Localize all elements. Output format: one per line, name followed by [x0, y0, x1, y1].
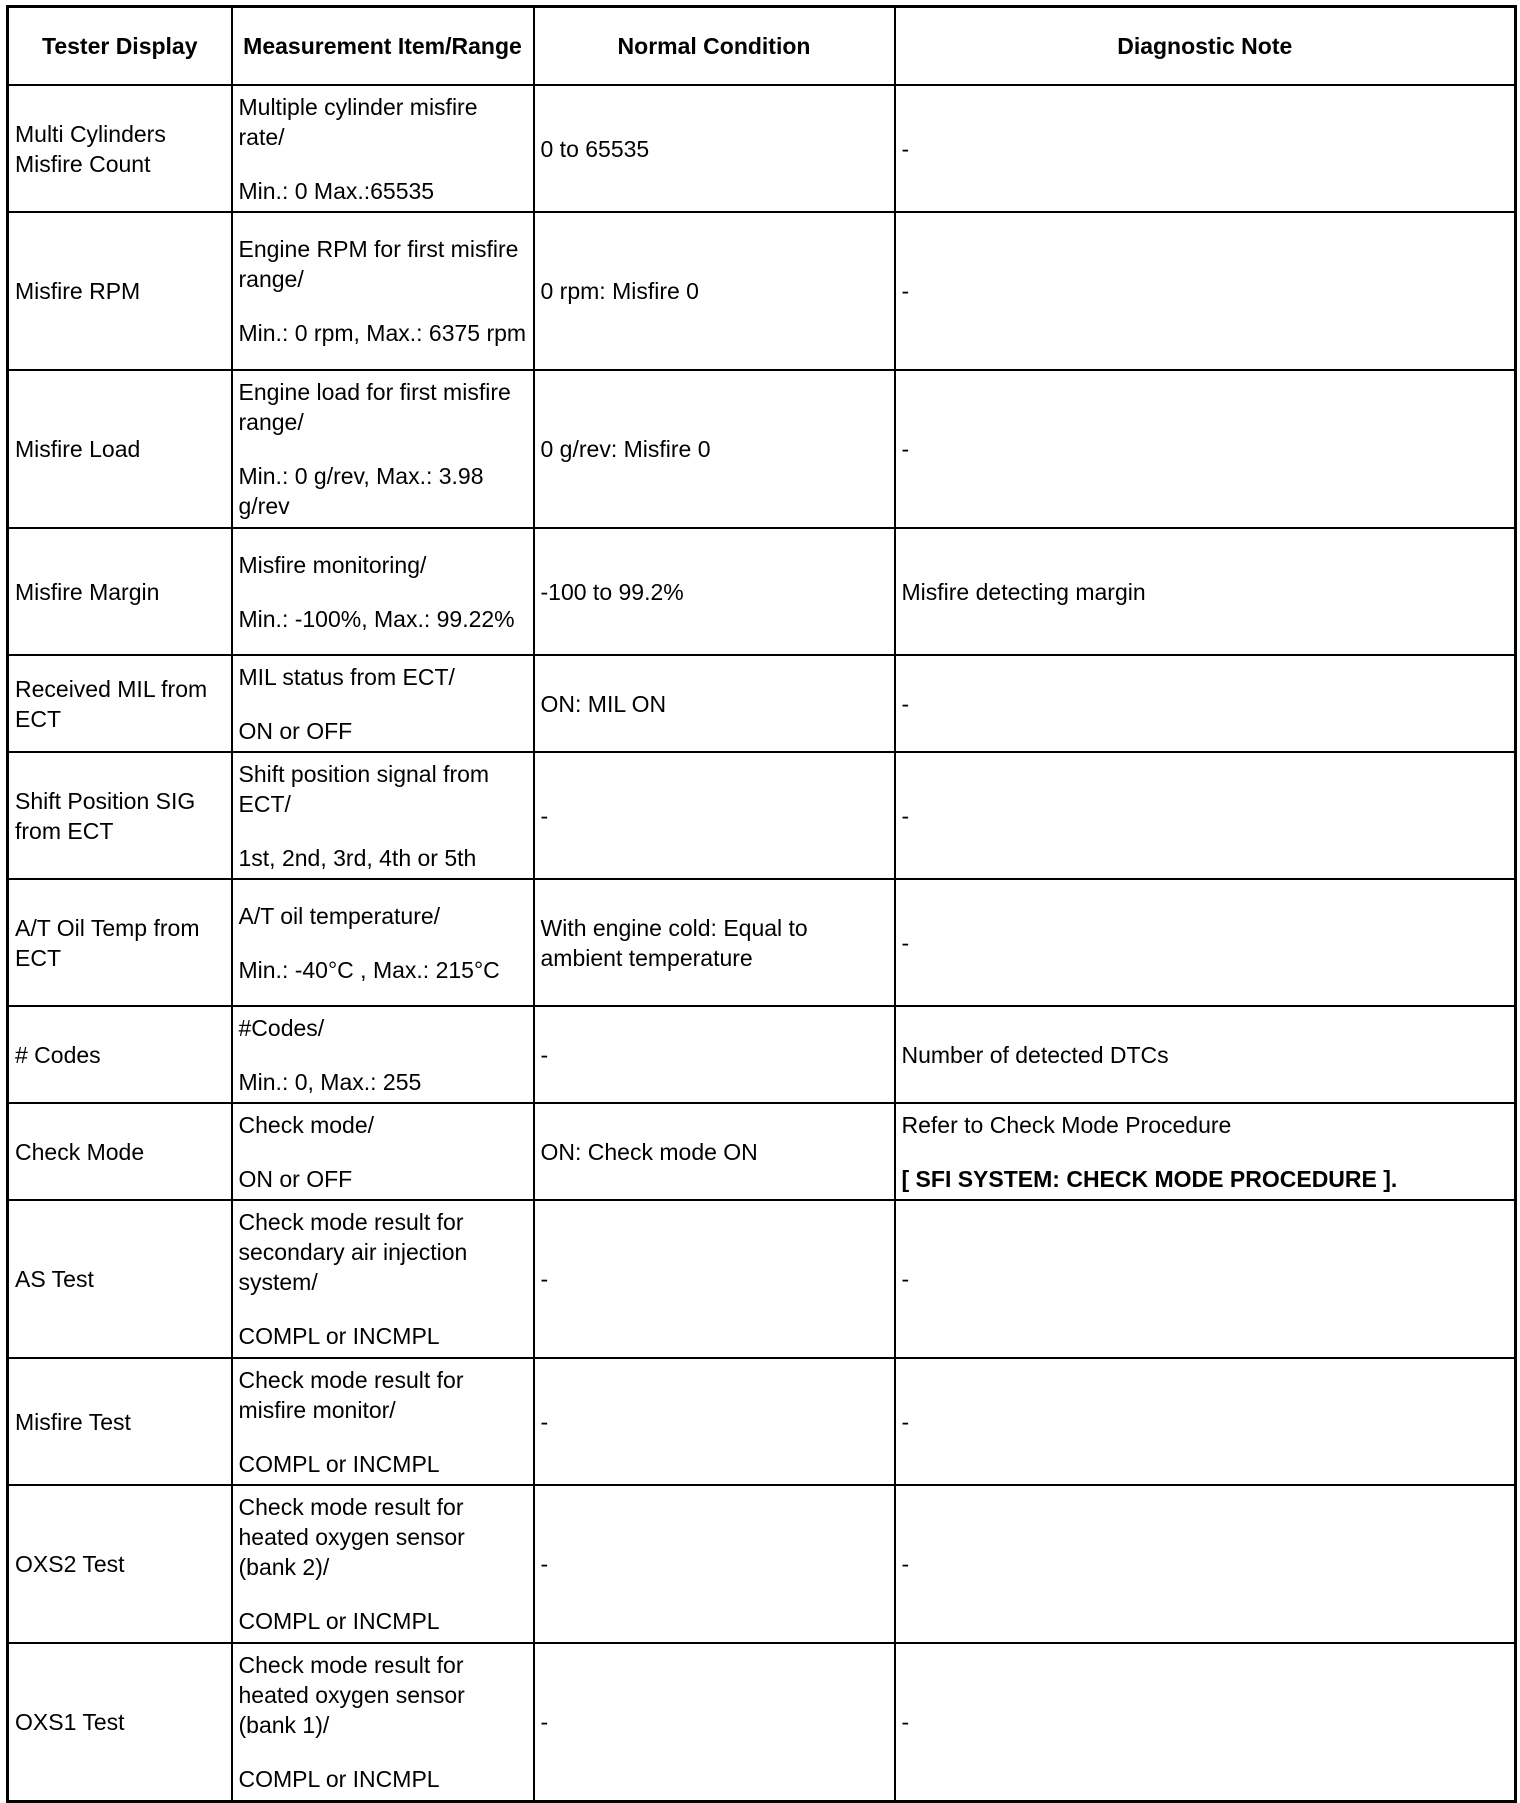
- cell-tester-display: Shift Position SIG from ECT: [8, 752, 232, 879]
- cell-normal-condition: -: [534, 1358, 895, 1485]
- table-row: [8, 752, 1516, 879]
- cell-measurement: [232, 85, 534, 212]
- cell-normal-condition: 0 to 65535: [534, 85, 895, 212]
- table-row: [8, 1358, 1516, 1485]
- cell-diagnostic-note: -: [895, 1643, 1516, 1801]
- cell-normal-condition: -100 to 99.2%: [534, 528, 895, 655]
- cell-measurement: [232, 752, 534, 879]
- cell-measurement: [232, 655, 534, 752]
- table-row: [8, 1643, 1516, 1801]
- cell-normal-condition: ON: MIL ON: [534, 655, 895, 752]
- cell-normal-condition: -: [534, 1485, 895, 1643]
- cell-measurement: [232, 879, 534, 1006]
- table-row: [8, 655, 1516, 752]
- measurement-item: Check mode result for secondary air injection system/: [238, 1209, 468, 1295]
- cell-tester-display: # Codes: [8, 1006, 232, 1103]
- measurement-range: Min.: -100%, Max.: 99.22%: [238, 605, 515, 632]
- measurement-range: ON or OFF: [238, 717, 353, 744]
- measurement-item: #Codes/: [238, 1014, 325, 1041]
- measurement-item: Engine load for first misfire range/: [238, 379, 511, 435]
- cell-tester-display: OXS1 Test: [8, 1643, 232, 1801]
- table-row: [8, 528, 1516, 655]
- measurement-range: COMPL or INCMPL: [238, 1450, 440, 1477]
- measurement-range: Min.: 0 rpm, Max.: 6375 rpm: [238, 320, 527, 346]
- measurement-item: Engine RPM for first misfire range/: [238, 236, 519, 292]
- cell-measurement: [232, 1643, 534, 1801]
- cell-diagnostic-note: -: [895, 879, 1516, 1006]
- cell-normal-condition: ON: Check mode ON: [534, 1103, 895, 1200]
- table-row: [8, 879, 1516, 1006]
- data-list-table: [6, 5, 1517, 1803]
- measurement-item: Check mode result for heated oxygen sensor (bank 2)/: [238, 1494, 465, 1580]
- cell-diagnostic-note: -: [895, 1358, 1516, 1485]
- cell-measurement: [232, 212, 534, 370]
- cell-measurement: [232, 528, 534, 655]
- measurement-range: COMPL or INCMPL: [238, 1765, 440, 1792]
- cell-tester-display: Misfire Margin: [8, 528, 232, 655]
- cell-diagnostic-note: -: [895, 655, 1516, 752]
- cell-diagnostic-note: Misfire detecting margin: [895, 528, 1516, 655]
- table-row: [8, 370, 1516, 528]
- cell-diagnostic-note: -: [895, 85, 1516, 212]
- measurement-range: Min.: 0 Max.:65535: [238, 177, 435, 204]
- measurement-item: Shift position signal from ECT/: [238, 760, 490, 817]
- cell-tester-display: Multi Cylinders Misfire Count: [8, 85, 232, 212]
- measurement-item: Check mode result for misfire monitor/: [238, 1366, 464, 1423]
- cell-tester-display: Misfire RPM: [8, 212, 232, 370]
- cell-measurement: [232, 1006, 534, 1103]
- cell-measurement: [232, 1200, 534, 1358]
- measurement-item: Multiple cylinder misfire rate/: [238, 93, 478, 150]
- measurement-range: Min.: -40°C , Max.: 215°C: [238, 956, 500, 983]
- measurement-range: Min.: 0 g/rev, Max.: 3.98 g/rev: [238, 463, 484, 519]
- cell-tester-display: Received MIL from ECT: [8, 655, 232, 752]
- measurement-item: A/T oil temperature/: [238, 902, 441, 929]
- table-row: [8, 1200, 1516, 1358]
- cell-diagnostic-note: [895, 1103, 1516, 1200]
- table-row: [8, 1485, 1516, 1643]
- cell-normal-condition: -: [534, 1006, 895, 1103]
- measurement-range: COMPL or INCMPL: [238, 1608, 440, 1634]
- measurement-item: Check mode/: [238, 1111, 375, 1138]
- measurement-item: Misfire monitoring/: [238, 551, 427, 578]
- cell-diagnostic-note: -: [895, 752, 1516, 879]
- cell-measurement: [232, 1485, 534, 1643]
- cell-normal-condition: 0 g/rev: Misfire 0: [534, 370, 895, 528]
- cell-measurement: [232, 1358, 534, 1485]
- cell-tester-display: Misfire Test: [8, 1358, 232, 1485]
- measurement-range: Min.: 0, Max.: 255: [238, 1068, 422, 1095]
- cell-tester-display: A/T Oil Temp from ECT: [8, 879, 232, 1006]
- header-measurement: Measurement Item/Range: [232, 7, 534, 86]
- measurement-item: Check mode result for heated oxygen sensor (bank 1)/: [238, 1651, 465, 1738]
- cell-tester-display: Check Mode: [8, 1103, 232, 1200]
- cell-diagnostic-note: -: [895, 1200, 1516, 1358]
- table-row: [8, 85, 1516, 212]
- cell-tester-display: AS Test: [8, 1200, 232, 1358]
- cell-tester-display: OXS2 Test: [8, 1485, 232, 1643]
- cell-normal-condition: With engine cold: Equal to ambient temperature: [534, 879, 895, 1006]
- diagnostic-note-text: Refer to Check Mode Procedure: [901, 1111, 1232, 1138]
- cell-diagnostic-note: -: [895, 212, 1516, 370]
- cell-diagnostic-note: Number of detected DTCs: [895, 1006, 1516, 1103]
- check-mode-procedure-link[interactable]: [ SFI SYSTEM: CHECK MODE PROCEDURE ].: [901, 1165, 1398, 1192]
- cell-normal-condition: -: [534, 1200, 895, 1358]
- measurement-range: 1st, 2nd, 3rd, 4th or 5th: [238, 844, 477, 871]
- cell-diagnostic-note: -: [895, 1485, 1516, 1643]
- cell-normal-condition: 0 rpm: Misfire 0: [534, 212, 895, 370]
- cell-tester-display: Misfire Load: [8, 370, 232, 528]
- header-tester-display: Tester Display: [8, 7, 232, 86]
- header-normal-condition: Normal Condition: [534, 7, 895, 86]
- table-header-row: [8, 7, 1516, 86]
- measurement-range: ON or OFF: [238, 1165, 353, 1192]
- table-row: [8, 212, 1516, 370]
- table-row: [8, 1103, 1516, 1200]
- measurement-item: MIL status from ECT/: [238, 663, 455, 690]
- header-diagnostic-note: Diagnostic Note: [895, 7, 1516, 86]
- cell-normal-condition: -: [534, 1643, 895, 1801]
- cell-diagnostic-note: -: [895, 370, 1516, 528]
- cell-measurement: [232, 370, 534, 528]
- table-row: [8, 1006, 1516, 1103]
- measurement-range: COMPL or INCMPL: [238, 1323, 440, 1349]
- cell-measurement: [232, 1103, 534, 1200]
- cell-normal-condition: -: [534, 752, 895, 879]
